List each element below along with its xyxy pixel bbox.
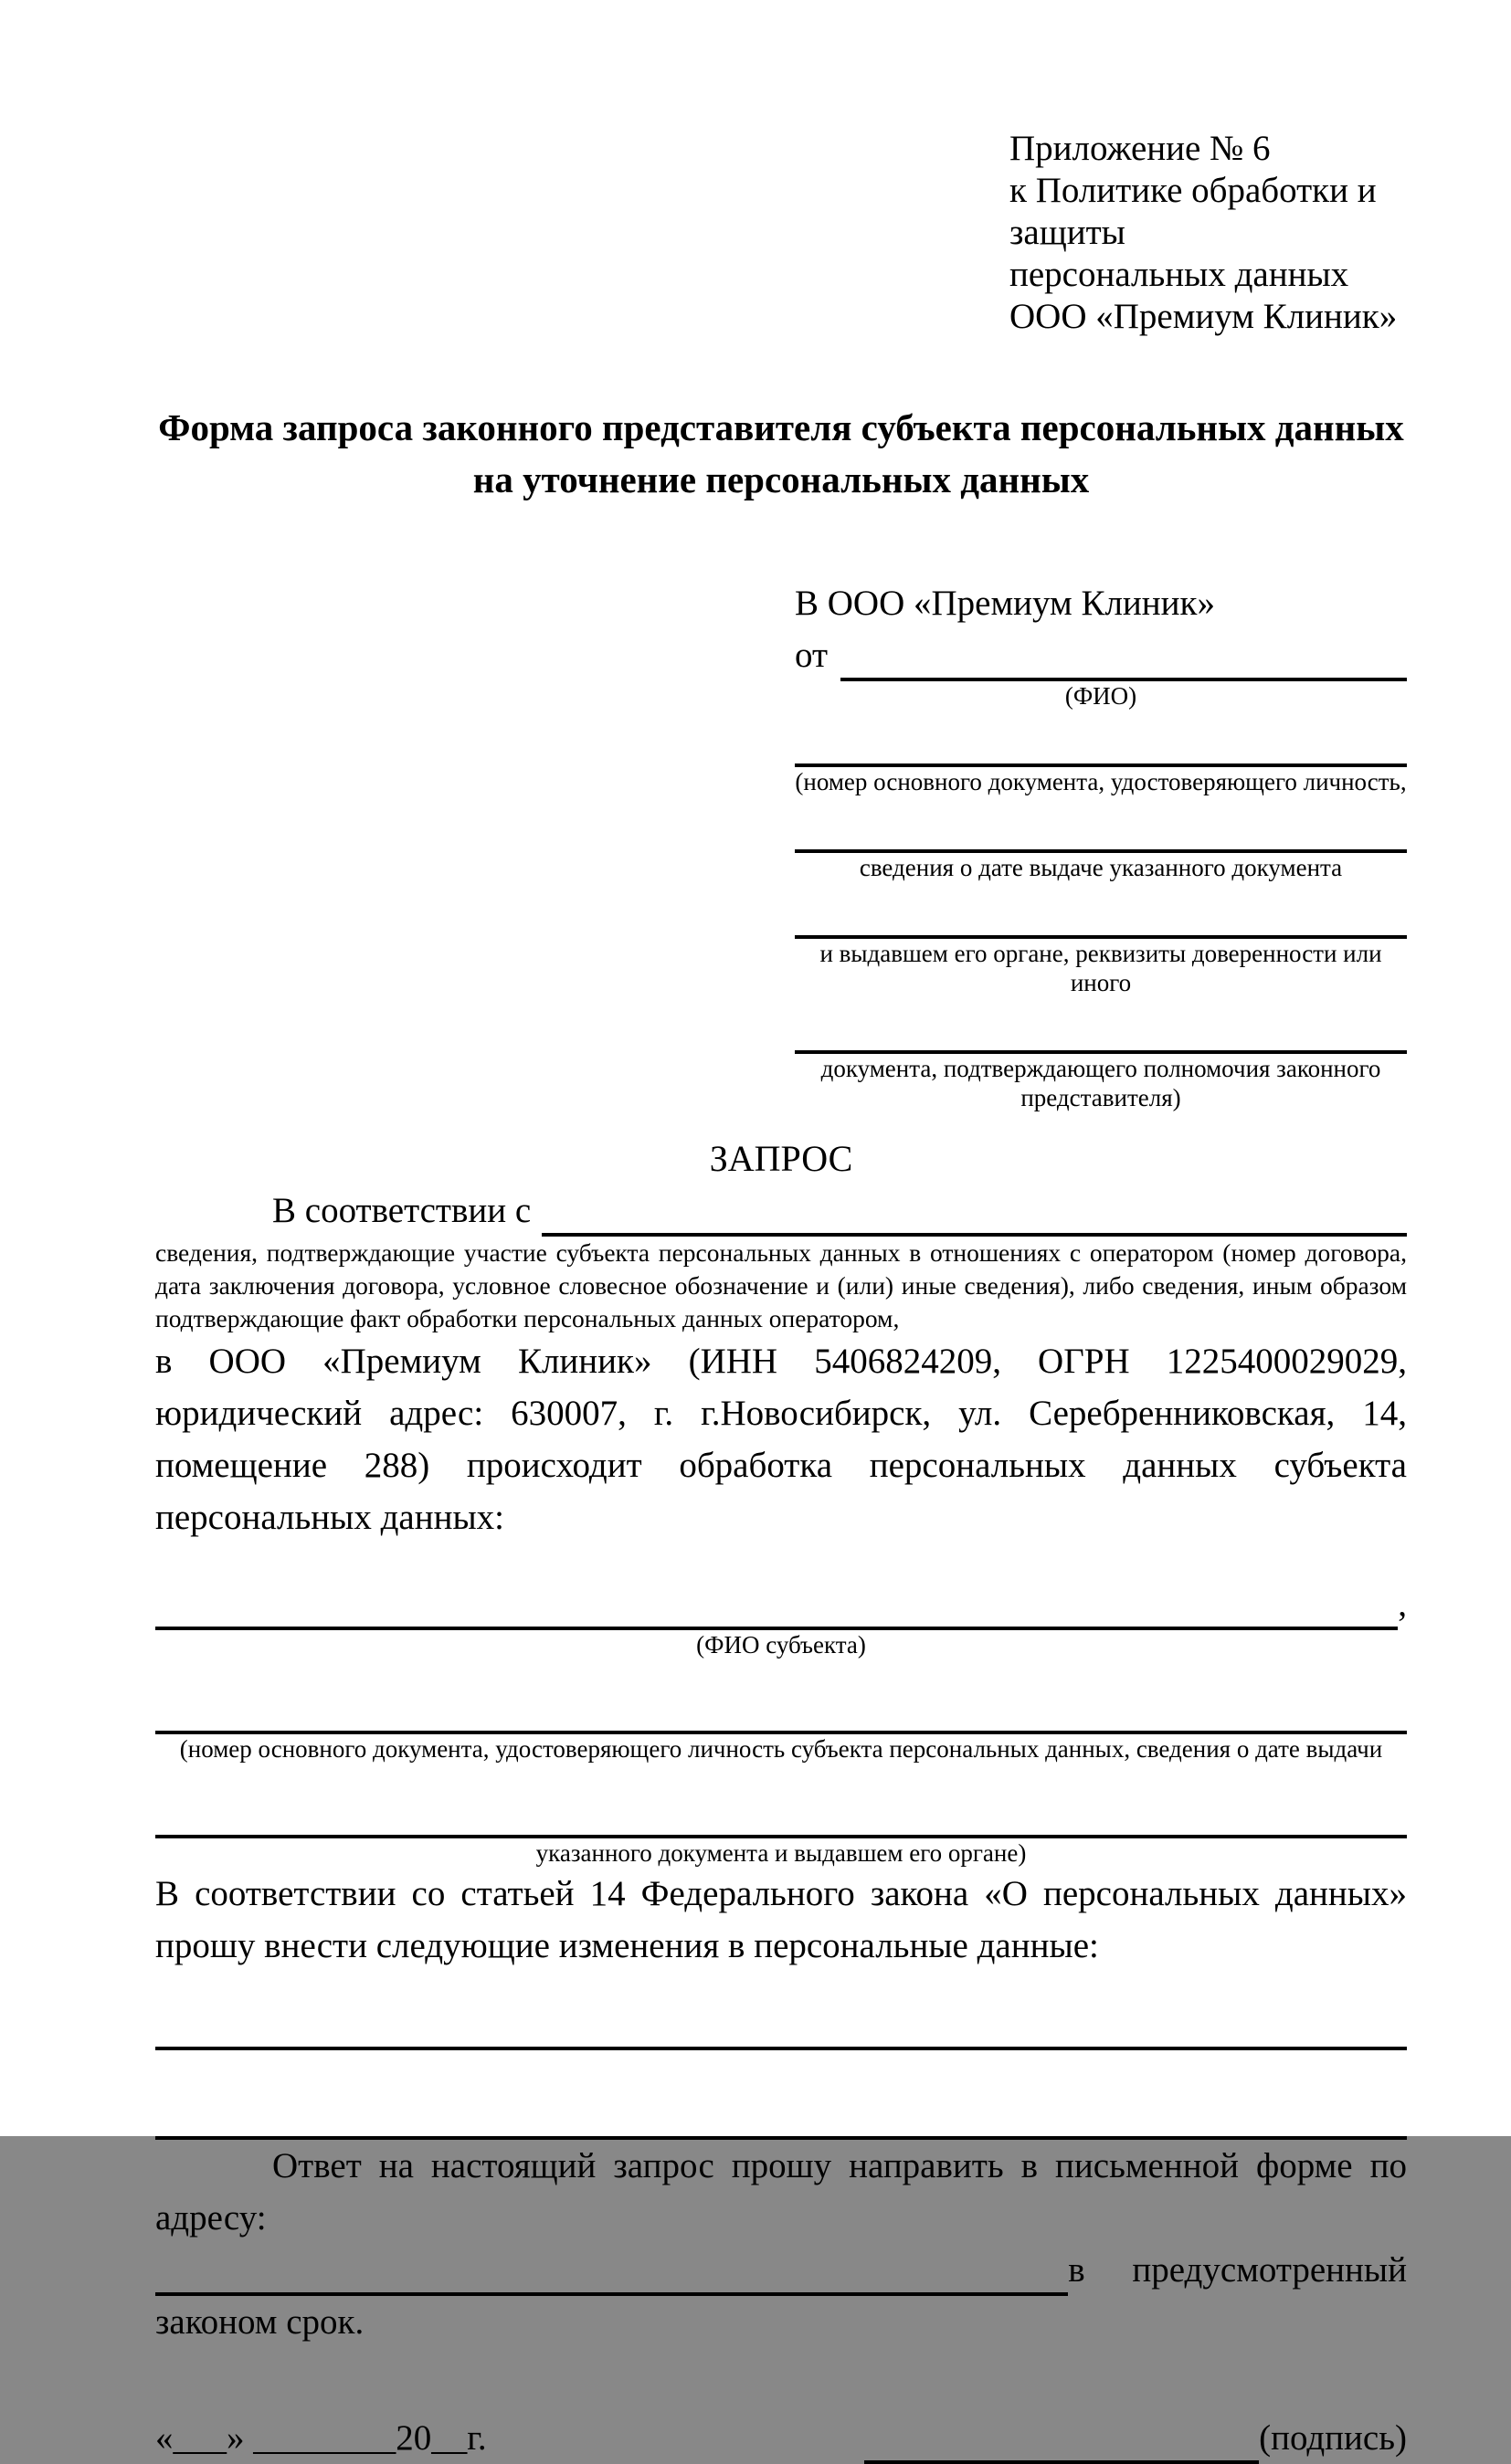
according-row	[155, 1185, 1407, 1237]
request-heading: ЗАПРОС	[709, 1138, 853, 1179]
representative-doc-blank-line-3	[795, 908, 1407, 939]
footer-row	[155, 2412, 1407, 2464]
annex-line-4: ООО «Премиум Клиник»	[1009, 297, 1398, 336]
representative-doc-blank-line-1	[795, 736, 1407, 767]
response-address-row	[155, 2244, 1407, 2296]
representative-doc-caption-3: и выдавшем его органе, реквизиты доверенности или иного	[819, 940, 1382, 996]
response-line-2-suffix: в предусмотренный	[1068, 2250, 1407, 2290]
annex-line-2: к Политике обработки и защиты	[1009, 171, 1377, 252]
subject-doc-blank-line-2	[155, 1796, 1407, 1838]
from-row	[795, 629, 1407, 681]
subject-fio-caption: (ФИО субъекта)	[696, 1631, 866, 1658]
from-blank-line	[840, 636, 1407, 681]
subject-doc-caption-2: указанного документа и выдавшем его органе)	[535, 1839, 1027, 1867]
annex-line-1: Приложение № 6	[1009, 129, 1271, 168]
operator-paragraph: в ООО «Премиум Клиник» (ИНН 5406824209, ОГРН 1225400029029, юридический адрес: 630007, г. г.Новосибирск, ул. Серебренниковская, 14, помещение 288) происходит обработка персональных данных субъекта персональных данных:	[155, 1342, 1407, 1537]
according-prefix: В соответствии с	[272, 1191, 532, 1230]
subject-doc-blank-line-1	[155, 1692, 1407, 1734]
subject-fio-row	[155, 1578, 1407, 1630]
response-line-1: Ответ на настоящий запрос прошу направить в письменной форме по адресу:	[155, 2146, 1407, 2238]
signature-blank-line	[864, 2418, 1259, 2464]
annex-note	[1009, 128, 1407, 338]
law-paragraph: В соответствии со статьей 14 Федерального закона «О персональных данных» прошу внести следующие изменения в персональные данные:	[155, 1874, 1407, 1965]
representative-doc-caption-1: (номер основного документа, удостоверяющего личность,	[795, 768, 1407, 795]
subject-doc-caption-1: (номер основного документа, удостоверяющего личность субъекта персональных данных, сведения о дате выдачи	[179, 1735, 1383, 1763]
representative-doc-caption-2: сведения о дате выдаче указанного документа	[859, 854, 1343, 881]
representative-doc-blank-line-4	[795, 1023, 1407, 1054]
changes-blank-line-1	[155, 2008, 1407, 2050]
changes-blank-line-2	[155, 2098, 1407, 2140]
representative-doc-caption-4: документа, подтверждающего полномочия законного представителя)	[820, 1055, 1381, 1111]
address-blank-line	[155, 2250, 1068, 2296]
representative-doc-blank-line-2	[795, 822, 1407, 853]
annex-line-3: персональных данных	[1009, 255, 1349, 294]
from-label: от	[795, 636, 829, 675]
subject-fio-blank-line	[155, 1585, 1398, 1630]
fio-caption: (ФИО)	[1064, 682, 1137, 710]
response-line-3: законом срок.	[155, 2302, 365, 2342]
signature-group	[864, 2412, 1407, 2464]
document-title: Форма запроса законного представителя субъекта персональных данных на уточнение персональных данных	[158, 406, 1404, 500]
signature-caption: (подпись)	[1259, 2418, 1407, 2458]
fine-print-note: сведения, подтверждающие участие субъекта персональных данных в отношениях с оператором (номер договора, дата заключения договора, условное словесное обозначение и (или) иные сведения), либо сведения, иным образом подтверждающие факт обработки персональных данных оператором,	[155, 1238, 1407, 1332]
date-field: «___» ________20__г.	[155, 2418, 487, 2458]
according-blank-line	[542, 1191, 1407, 1237]
addressee-to: В ООО «Премиум Клиник»	[795, 584, 1215, 623]
addressee-block	[795, 577, 1407, 1112]
subject-fio-comma: ,	[1398, 1585, 1407, 1624]
